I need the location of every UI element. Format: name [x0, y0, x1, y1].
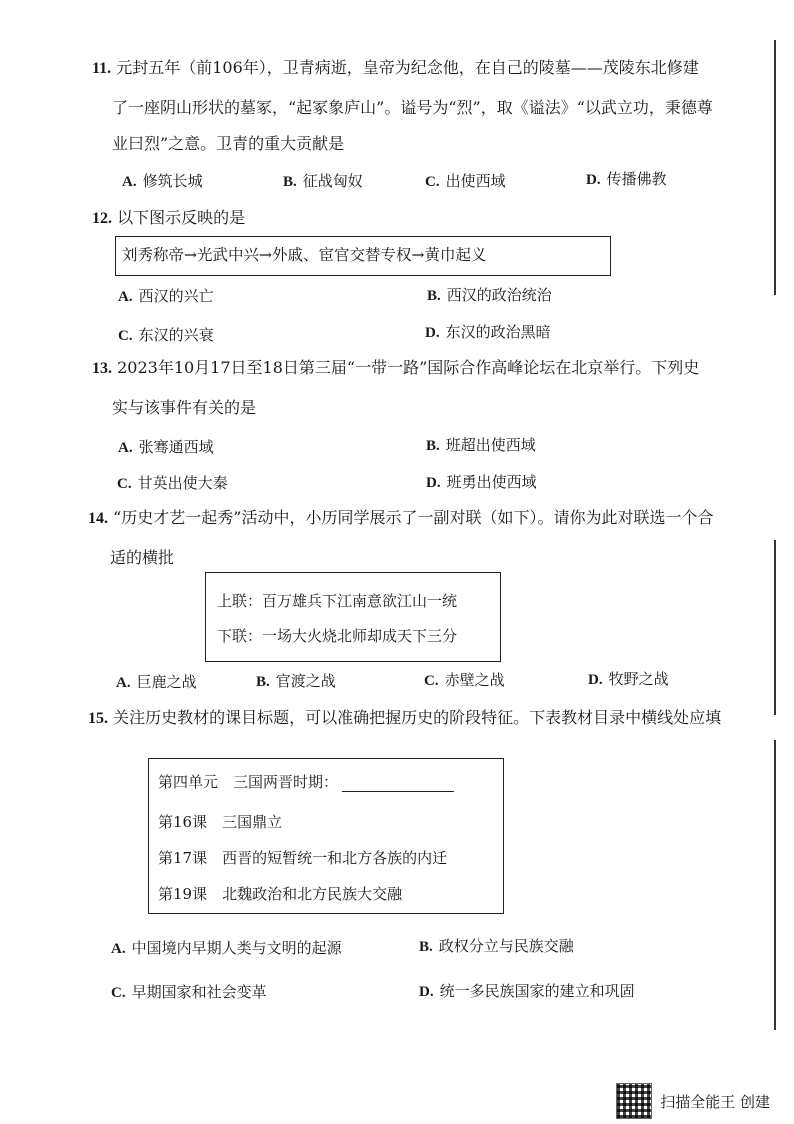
margin-rule-bottom	[774, 740, 776, 1030]
q15-toc-unit: 第四单元 三国两晋时期：	[158, 772, 454, 792]
q15-option-a[interactable]: A. 中国境内早期人类与文明的起源	[111, 939, 342, 957]
q13-line1: 13. 2023年10月17日至18日第三届“一带一路”国际合作高峰论坛在北京举行。下列史	[92, 358, 700, 377]
q12-option-a[interactable]: A. 西汉的兴亡	[118, 287, 214, 305]
q12-flow-text: 刘秀称帝→光武中兴→外戚、宦官交替专权→黄巾起义	[122, 246, 487, 264]
q13-option-c[interactable]: C. 甘英出使大秦	[117, 474, 228, 492]
q14-couplet-upper: 上联：百万雄兵下江南意欲江山一统	[217, 592, 458, 610]
q11-line2: 了一座阴山形状的墓冢，“起冢象庐山”。谥号为“烈”，取《谥法》“以武立功，秉德尊	[112, 98, 713, 117]
q14-option-c[interactable]: C. 赤壁之战	[424, 671, 505, 689]
q14-couplet-box	[205, 572, 501, 662]
q14-couplet-lower: 下联：一场大火烧北师却成天下三分	[217, 627, 458, 645]
q13-option-a[interactable]: A. 张骞通西域	[118, 438, 214, 456]
q14-option-b[interactable]: B. 官渡之战	[256, 672, 336, 690]
q12-stem: 12. 以下图示反映的是	[92, 208, 246, 227]
q13-option-b[interactable]: B. 班超出使西域	[426, 436, 536, 454]
q12-option-d[interactable]: D. 东汉的政治黑暗	[425, 323, 551, 341]
q15-option-b[interactable]: B. 政权分立与民族交融	[419, 937, 574, 955]
q15-answer-blank[interactable]	[342, 775, 454, 792]
q12-number: 12.	[92, 210, 112, 227]
q15-option-d[interactable]: D. 统一多民族国家的建立和巩固	[419, 982, 635, 1000]
q12-option-b[interactable]: B. 西汉的政治统治	[427, 286, 552, 304]
q15-toc-lesson16: 第16课 三国鼎立	[158, 813, 283, 831]
scanner-watermark	[616, 1083, 770, 1119]
q15-number: 15.	[88, 710, 108, 727]
q11-line3: 业曰烈”之意。卫青的重大贡献是	[112, 134, 345, 153]
q14-option-a[interactable]: A. 巨鹿之战	[116, 673, 197, 691]
q15-toc-lesson19: 第19课 北魏政治和北方民族大交融	[158, 885, 403, 903]
qr-code-icon	[616, 1083, 652, 1119]
q11-option-b[interactable]: B. 征战匈奴	[283, 172, 363, 190]
q15-line1: 15. 关注历史教材的课目标题，可以准确把握历史的阶段特征。下表教材目录中横线处应填	[88, 708, 722, 727]
q11-option-c[interactable]: C. 出使西域	[425, 172, 506, 190]
q11-option-a[interactable]: A. 修筑长城	[122, 172, 203, 190]
q11-number: 11.	[92, 60, 112, 77]
q11-text-1: 元封五年（前106年），卫青病逝，皇帝为纪念他，在自己的陵墓——茂陵东北修建	[116, 58, 699, 77]
scanner-watermark-text: 扫描全能王 创建	[660, 1092, 770, 1111]
q13-line2: 实与该事件有关的是	[112, 398, 257, 417]
margin-rule-mid	[774, 540, 776, 715]
q15-option-c[interactable]: C. 早期国家和社会变革	[111, 983, 267, 1001]
q13-option-d[interactable]: D. 班勇出使西域	[426, 473, 537, 491]
q13-number: 13.	[92, 360, 112, 377]
q14-line1: 14. “历史才艺一起秀”活动中，小历同学展示了一副对联（如下）。请你为此对联选一个合	[88, 508, 714, 527]
q14-number: 14.	[88, 510, 108, 527]
margin-rule-top	[774, 40, 776, 295]
q12-option-c[interactable]: C. 东汉的兴衰	[118, 326, 214, 344]
q11-option-d[interactable]: D. 传播佛教	[586, 170, 667, 188]
q14-option-d[interactable]: D. 牧野之战	[588, 670, 669, 688]
q11-line1	[92, 58, 699, 79]
q15-toc-lesson17: 第17课 西晋的短暂统一和北方各族的内迁	[158, 849, 448, 867]
q14-line2: 适的横批	[110, 548, 175, 567]
